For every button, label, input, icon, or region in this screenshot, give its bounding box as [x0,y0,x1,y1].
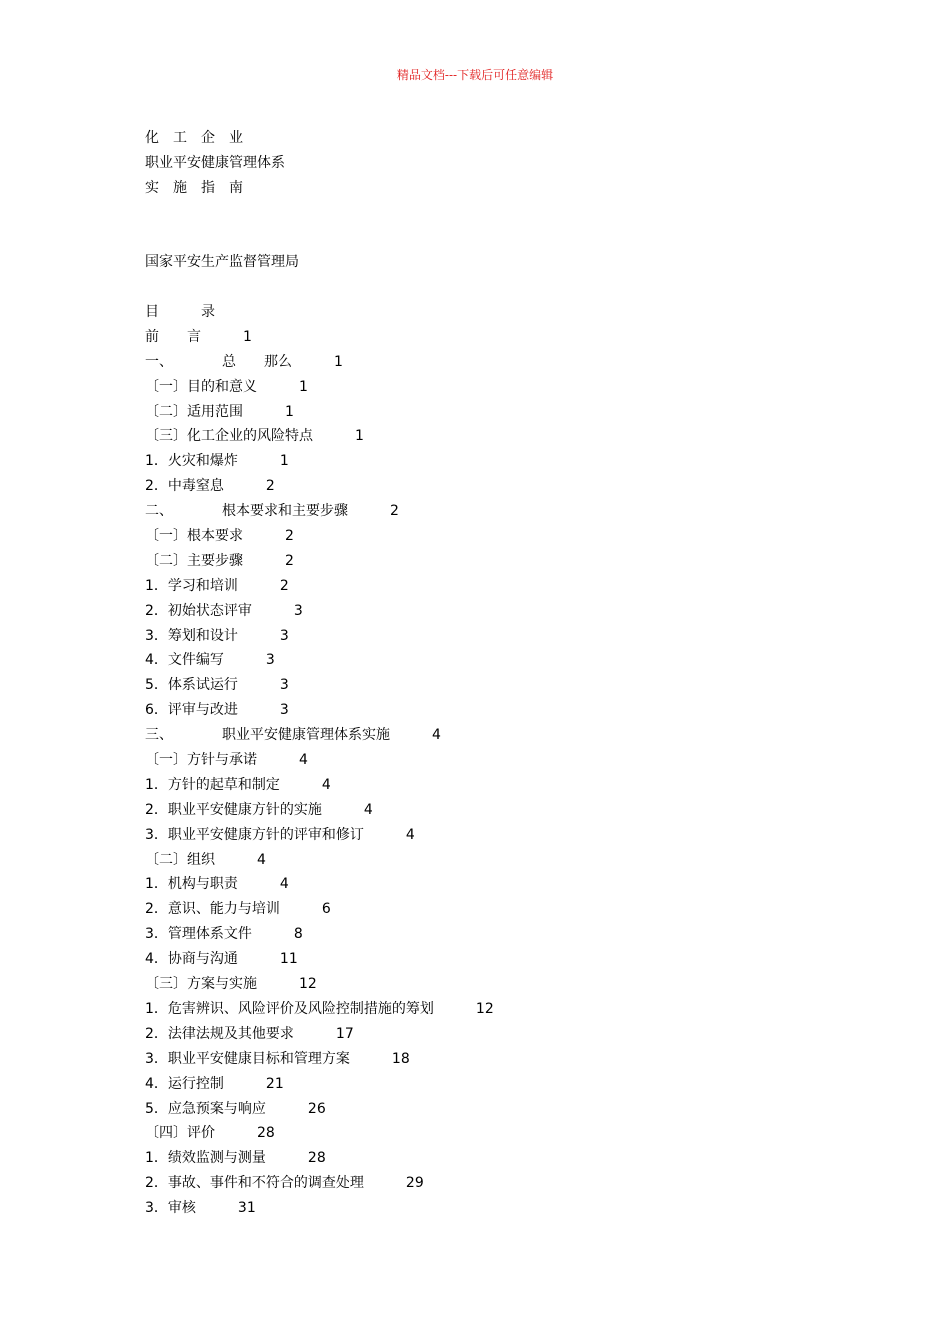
toc-entry-label: 1．危害辨识、风险评价及风险控制措施的筹划 [145,1000,434,1017]
toc-entry-page-number: 4 [299,752,308,769]
toc-entry-page-number: 17 [335,1025,354,1042]
toc-entry [145,400,494,425]
toc-entry-page-number: 28 [257,1125,275,1142]
toc-entry-page-number: 2 [285,528,294,545]
toc-entry [145,524,494,549]
toc-entry [145,997,494,1022]
toc-entry-label: 3．审核 [145,1200,196,1217]
toc-entry-page-number: 21 [265,1075,284,1092]
toc-entry-label: 一、 总 那么 [145,353,292,370]
issuing-organization [145,250,299,275]
toc-entry-page-number: 3 [265,652,275,669]
toc-entry-label: 二、 根本要求和主要步骤 [145,503,348,520]
toc-entry-label: 〔一〕方针与承诺 [145,752,257,769]
toc-entry-label: 2．事故、事件和不符合的调查处理 [145,1175,364,1192]
toc-entry-label: 1．机构与职责 [145,876,238,893]
toc-entry-page-number: 1 [355,428,364,445]
toc-entry-page-number: 4 [321,776,331,793]
toc-entry-page-number: 4 [363,801,373,818]
toc-entry-label: 4．协商与沟通 [145,951,238,968]
toc-entry-page-number: 4 [257,851,266,868]
toc-entry [145,1121,494,1146]
title-line: 化 工 企 业 [145,130,243,146]
toc-entry-label: 〔三〕方案与实施 [145,976,257,993]
toc-entry-label: 〔一〕目的和意义 [145,378,257,395]
toc-entry [145,325,494,350]
toc-entry-label: 〔二〕组织 [145,851,215,868]
toc-entry-label: 3．筹划和设计 [145,627,238,644]
toc-entry-label: 3．管理体系文件 [145,926,252,943]
toc-entry-page-number: 1 [285,403,294,420]
toc-entry-page-number: 3 [293,602,303,619]
title-line: 职业平安健康管理体系 [145,154,285,171]
toc-entry-page-number: 2 [279,577,289,594]
toc-entry-page-number: 2 [390,503,399,520]
toc-entry [145,848,494,873]
toc-entry-label: 2．中毒窒息 [145,478,224,495]
toc-entry [145,574,494,599]
toc-entry [145,673,494,698]
toc-entry-label: 1．方针的起草和制定 [145,776,280,793]
toc-entry-page-number: 29 [405,1175,424,1192]
toc-entry-label: 3．职业平安健康方针的评审和修订 [145,826,364,843]
toc-entry-page-number: 6 [321,901,331,918]
toc-entry-label: 〔二〕适用范围 [145,403,243,420]
toc-entry [145,872,494,897]
toc-entry-label: 5．应急预案与响应 [145,1100,266,1117]
document-title [145,126,285,201]
organization-name: 国家平安生产监督管理局 [145,254,299,270]
toc-entry [145,748,494,773]
toc-entry [145,947,494,972]
toc-entry-label: 〔二〕主要步骤 [145,552,243,569]
table-of-contents [145,300,494,1221]
toc-entry-page-number: 12 [475,1000,494,1017]
toc-entry-label: 2．法律法规及其他要求 [145,1025,294,1042]
toc-entry-page-number: 11 [279,951,298,968]
toc-entry [145,1146,494,1171]
toc-entry-label: 〔三〕化工企业的风险特点 [145,428,313,445]
title-line: 实 施 指 南 [145,179,243,196]
toc-entry [145,897,494,922]
document-header-watermark: 精品文档---下载后可任意编辑 [396,68,554,82]
toc-entry [145,972,494,997]
toc-entry-page-number: 8 [293,926,303,943]
toc-entry [145,549,494,574]
toc-entry-page-number: 12 [299,976,317,993]
toc-entry [145,499,494,524]
toc-entry [145,474,494,499]
toc-entry-label: 2．职业平安健康方针的实施 [145,801,322,818]
toc-entry-label: 〔四〕评价 [145,1125,215,1142]
toc-entry-page-number: 31 [237,1200,256,1217]
toc-entry-page-number: 2 [265,478,275,495]
toc-entry-label: 1．绩效监测与测量 [145,1150,266,1167]
toc-entry-label: 4．文件编写 [145,652,224,669]
toc-entry-page-number: 1 [299,378,308,395]
toc-entry [145,1047,494,1072]
toc-entry [145,1072,494,1097]
toc-entry-page-number: 3 [279,702,289,719]
toc-list [145,325,494,1221]
toc-entry-label: 三、 职业平安健康管理体系实施 [145,727,390,744]
toc-entry-page-number: 3 [279,627,289,644]
toc-entry [145,648,494,673]
toc-heading: 目 录 [145,304,215,320]
toc-entry [145,375,494,400]
toc-entry [145,823,494,848]
toc-entry-page-number: 1 [243,328,252,345]
toc-entry-label: 4．运行控制 [145,1075,224,1092]
toc-entry [145,424,494,449]
toc-entry [145,922,494,947]
toc-entry-label: 1．学习和培训 [145,577,238,594]
toc-entry-page-number: 18 [391,1050,410,1067]
toc-entry-label: 前 言 [145,328,201,345]
toc-entry [145,624,494,649]
toc-entry-page-number: 26 [307,1100,326,1117]
toc-entry-label: 5．体系试运行 [145,677,238,694]
toc-entry-page-number: 1 [334,353,343,370]
toc-entry [145,773,494,798]
toc-entry [145,698,494,723]
toc-entry [145,1022,494,1047]
toc-entry-page-number: 4 [405,826,415,843]
toc-entry [145,350,494,375]
toc-entry [145,723,494,748]
toc-entry-label: 3．职业平安健康目标和管理方案 [145,1050,350,1067]
toc-entry-label: 6．评审与改进 [145,702,238,719]
toc-entry-page-number: 4 [432,727,441,744]
toc-entry [145,1171,494,1196]
toc-entry [145,1097,494,1122]
toc-entry-page-number: 3 [279,677,289,694]
toc-entry [145,449,494,474]
toc-entry-label: 2．初始状态评审 [145,602,252,619]
toc-entry-page-number: 28 [307,1150,326,1167]
toc-entry-page-number: 2 [285,552,294,569]
toc-entry [145,798,494,823]
toc-entry-label: 〔一〕根本要求 [145,528,243,545]
toc-entry-page-number: 1 [279,453,289,470]
toc-entry-label: 1．火灾和爆炸 [145,453,238,470]
toc-entry-page-number: 4 [279,876,289,893]
toc-entry-label: 2．意识、能力与培训 [145,901,280,918]
toc-entry [145,599,494,624]
toc-entry [145,1196,494,1221]
